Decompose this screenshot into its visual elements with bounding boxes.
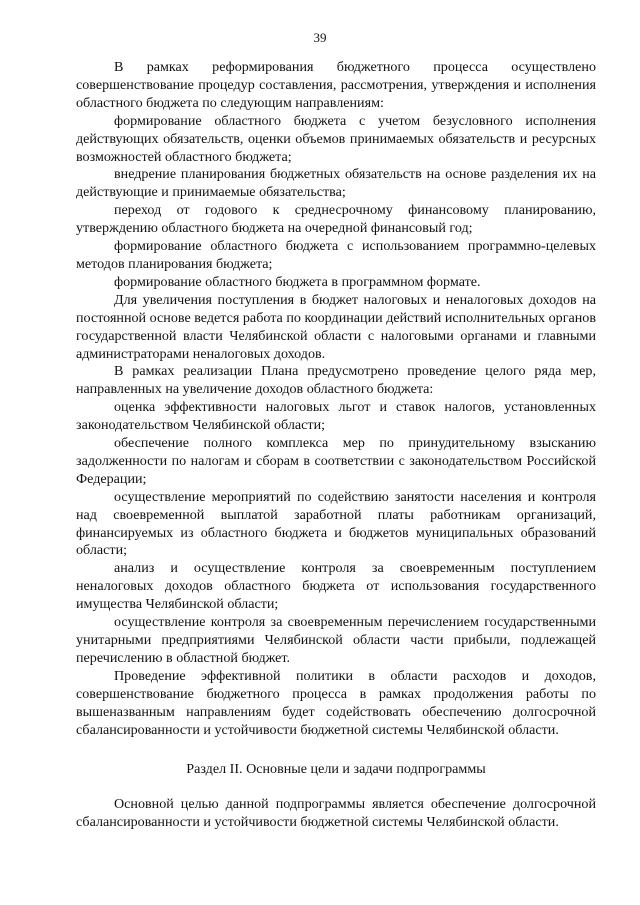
paragraph: оценка эффективности налоговых льгот и ставок налогов, установленных законодательством Челябинской области; (76, 399, 596, 434)
paragraph: Для увеличения поступления в бюджет налоговых и неналоговых доходов на постоянной основе ведется работа по координации действий исполнительных органов государственной власти Челябинской области с налоговыми органами и главными администраторами неналоговых доходов. (76, 291, 596, 362)
paragraph: осуществление мероприятий по содействию занятости населения и контроля над своевременной выплатой заработной платы работникам организаций, финансируемых из областного бюджета и бюджетов муниципальных образований области; (76, 488, 596, 559)
paragraph: переход от годового к среднесрочному финансовому планированию, утверждению областного бюджета на очередной финансовый год; (76, 202, 596, 237)
paragraph: формирование областного бюджета в программном формате. (114, 273, 481, 290)
paragraph: Основной целью данной подпрограммы является обеспечение долгосрочной сбалансированности и устойчивости бюджетной системы Челябинской области. (76, 796, 596, 831)
section-heading: Раздел II. Основные цели и задачи подпрограммы (186, 761, 486, 778)
paragraph: анализ и осуществление контроля за своевременным поступлением неналоговых доходов областного бюджета от использования государственного имущества Челябинской области; (76, 560, 596, 613)
page-number: 39 (313, 30, 327, 45)
document-body (76, 59, 596, 832)
paragraph: формирование областного бюджета с учетом безусловного исполнения действующих обязательств, оценки объемов принимаемых обязательств и ресурсных возможностей областного бюджета; (76, 112, 596, 165)
paragraph: осуществление контроля за своевременным перечислением государственными унитарными предприятиями Челябинской области части прибыли, подлежащей перечислению в областной бюджет. (76, 614, 596, 666)
paragraph: В рамках реализации Плана предусмотрено проведение целого ряда мер, направленных на увеличение доходов областного бюджета: (76, 363, 596, 398)
paragraph: В рамках реформирования бюджетного процесса осуществлено совершенствование процедур составления, рассмотрения, утверждения и исполнения областного бюджета по следующим направлениям: (76, 59, 596, 111)
paragraph: обеспечение полного комплекса мер по принудительному взысканию задолженности по налогам и сборам в соответствии с законодательством Российской Федерации; (76, 435, 596, 487)
paragraph: Проведение эффективной политики в области расходов и доходов, совершенствование бюджетного процесса в рамках продолжения работы по вышеназванным направлениям будет содействовать обеспечению долгосрочной сбалансированности и устойчивости бюджетной системы Челябинской области. (76, 667, 596, 738)
paragraph: внедрение планирования бюджетных обязательств на основе разделения их на действующие и принимаемые обязательства; (76, 166, 596, 201)
paragraph: формирование областного бюджета с использованием программно-целевых методов планирования бюджета; (76, 238, 596, 272)
